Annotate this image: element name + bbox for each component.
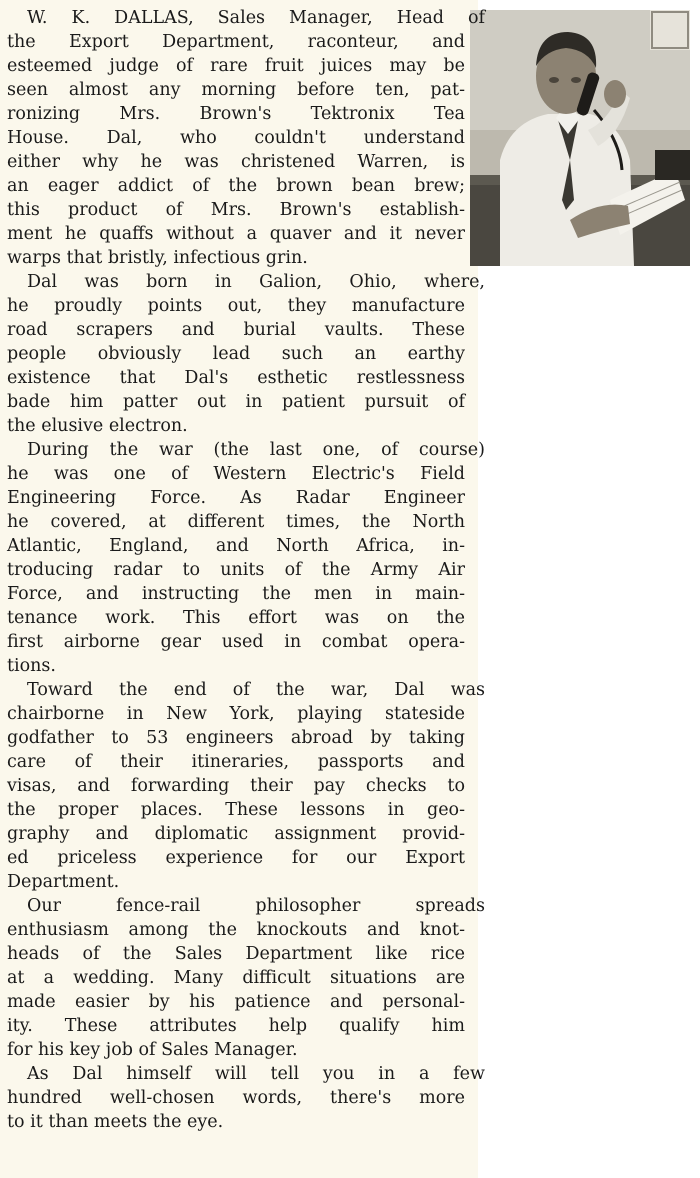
article-column [7,6,700,1134]
article-line: Toward the end of the war, Dal was [27,680,485,700]
article-line: he proudly points out, they manufacture [7,296,465,316]
article-line: first airborne gear used in combat opera- [7,632,465,652]
article-line: the elusive electron. [7,416,188,436]
article-line: he covered, at different times, the North [7,512,465,532]
article-line: to it than meets the eye. [7,1112,224,1132]
article-line: godfather to 53 engineers abroad by taking [7,728,465,748]
article-line: road scrapers and burial vaults. These [7,320,465,340]
article-line: Engineering Force. As Radar Engineer [7,488,465,508]
article-line: people obviously lead such an earthy [7,344,465,364]
article-line: ed priceless experience for our Export [7,848,465,868]
article-line: bade him patter out in patient pursuit of [7,392,465,412]
article-line: During the war (the last one, of course) [27,440,485,460]
article-line: chairborne in New York, playing stateside [7,704,465,724]
article-line: care of their itineraries, passports and [7,752,465,772]
article-line: enthusiasm among the knockouts and knot- [7,920,465,940]
article-line: graphy and diplomatic assignment provid- [7,824,465,844]
article-line: W. K. DALLAS, Sales Manager, Head of [27,8,485,28]
article-line: Atlantic, England, and North Africa, in- [7,536,465,556]
article-line: existence that Dal's esthetic restlessness [7,368,465,388]
article-line: the Export Department, raconteur, and [7,32,465,52]
article-line: ity. These attributes help qualify him [7,1016,465,1036]
article-line: visas, and forwarding their pay checks to [7,776,465,796]
article-line: hundred well-chosen words, there's more [7,1088,465,1108]
article-line: Department. [7,872,120,892]
article-line: esteemed judge of rare fruit juices may be [7,56,465,76]
article-line: the proper places. These lessons in geo- [7,800,465,820]
article-line: warps that bristly, infectious grin. [7,248,308,268]
article-line: House. Dal, who couldn't understand [7,128,465,148]
article-line: at a wedding. Many difficult situations are [7,968,465,988]
article-line: As Dal himself will tell you in a few [27,1064,485,1084]
article-line: heads of the Sales Department like rice [7,944,465,964]
article-line: seen almost any morning before ten, pat- [7,80,465,100]
article-line: Dal was born in Galion, Ohio, where, [27,272,485,292]
article-line: ronizing Mrs. Brown's Tektronix Tea [7,104,465,124]
article-line: made easier by his patience and personal- [7,992,465,1012]
article-line: troducing radar to units of the Army Air [7,560,465,580]
article-line: Our fence-rail philosopher spreads [27,896,485,916]
article-line: an eager addict of the brown bean brew; [7,176,465,196]
article-line: tenance work. This effort was on the [7,608,465,628]
article-line: tions. [7,656,56,676]
article-line: this product of Mrs. Brown's establish- [7,200,465,220]
article-line: for his key job of Sales Manager. [7,1040,298,1060]
article-line: ment he quaffs without a quaver and it never [7,224,465,244]
article-line: either why he was christened Warren, is [7,152,465,172]
article-line: Force, and instructing the men in main- [7,584,465,604]
article-line: he was one of Western Electric's Field [7,464,465,484]
